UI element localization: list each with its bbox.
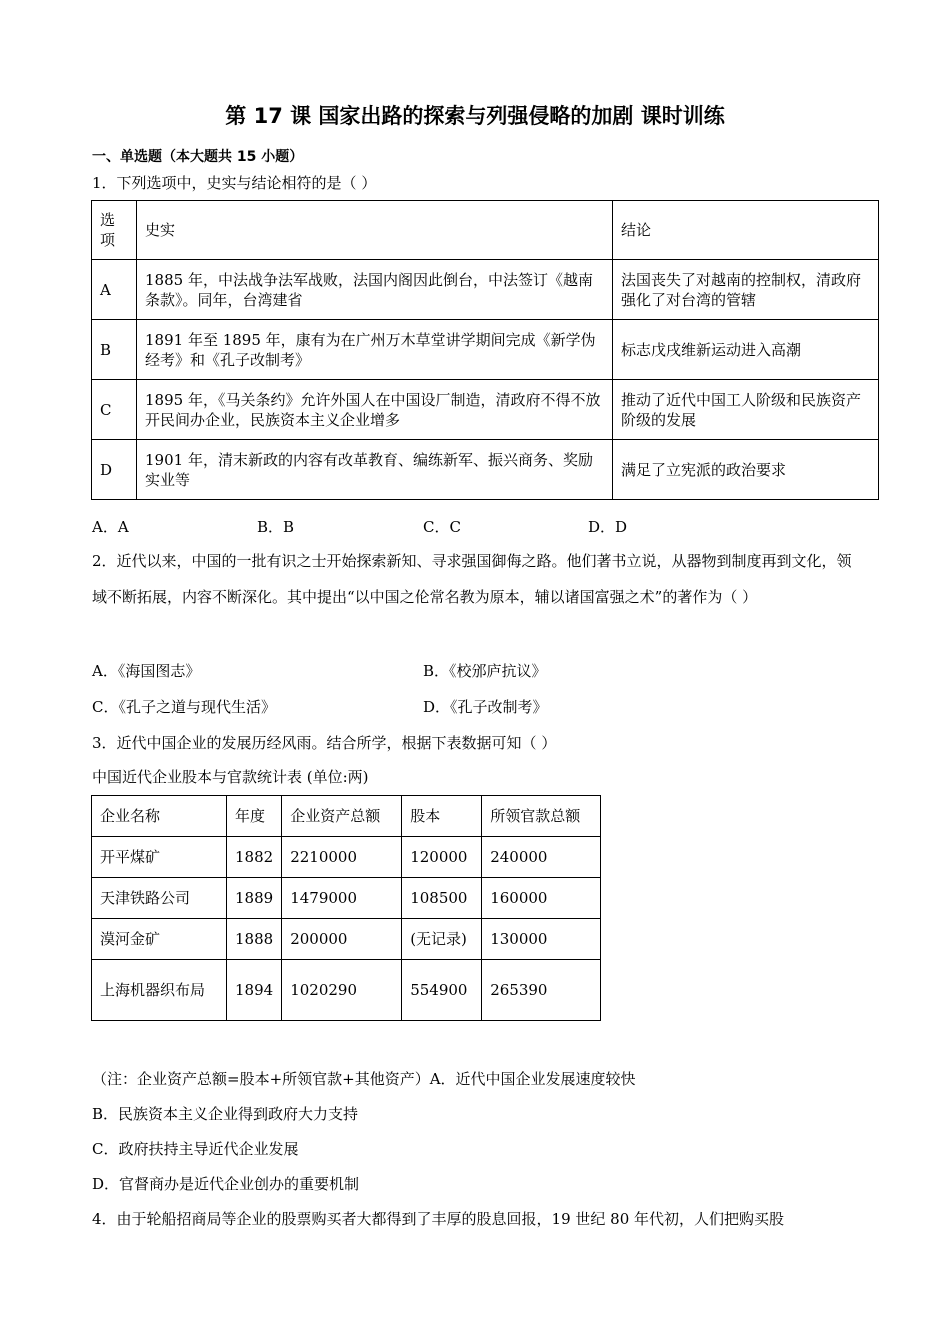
assets-cell: 1479000 bbox=[282, 878, 402, 919]
option-cell: A bbox=[92, 260, 137, 320]
fact-cell: 1891 年至 1895 年，康有为在广州万木草堂讲学期间完成《新学伪经考》和《孔子改制考》 bbox=[137, 320, 613, 380]
year-cell: 1894 bbox=[227, 960, 282, 1021]
table-row bbox=[92, 919, 601, 960]
fact-cell: 1901 年，清末新政的内容有改革教育、编练新军、振兴商务、奖励实业等 bbox=[137, 440, 613, 500]
header-cell-option: 选项 bbox=[92, 201, 137, 260]
funds-cell: 130000 bbox=[482, 919, 601, 960]
year-cell: 1882 bbox=[227, 837, 282, 878]
year-cell: 1888 bbox=[227, 919, 282, 960]
shares-cell: 120000 bbox=[402, 837, 482, 878]
header-cell-assets: 企业资产总额 bbox=[282, 796, 402, 837]
header-cell-shares: 股本 bbox=[402, 796, 482, 837]
table-row bbox=[92, 260, 879, 320]
option-cell: D bbox=[92, 440, 137, 500]
fact-cell: 1895 年，《马关条约》允许外国人在中国设厂制造，清政府不得不放开民间办企业，民族资本主义企业增多 bbox=[137, 380, 613, 440]
header-cell-company: 企业名称 bbox=[92, 796, 227, 837]
question-3-table bbox=[91, 795, 601, 1021]
q2-option-a[interactable]: A．《海国图志》 bbox=[92, 662, 201, 680]
company-cell: 漠河金矿 bbox=[92, 919, 227, 960]
q3-option-c[interactable]: C．政府扶持主导近代企业发展 bbox=[92, 1140, 299, 1158]
question-3-stem: 3．近代中国企业的发展历经风雨。结合所学，根据下表数据可知（ ） bbox=[92, 734, 557, 752]
q1-option-d[interactable]: D．D bbox=[588, 518, 628, 536]
shares-cell: 554900 bbox=[402, 960, 482, 1021]
shares-cell: (无记录) bbox=[402, 919, 482, 960]
funds-cell: 240000 bbox=[482, 837, 601, 878]
question-1-table bbox=[91, 200, 879, 500]
question-1-stem: 1．下列选项中，史实与结论相符的是（ ） bbox=[92, 174, 377, 192]
table-header-row bbox=[92, 796, 601, 837]
option-cell: B bbox=[92, 320, 137, 380]
shares-cell: 108500 bbox=[402, 878, 482, 919]
assets-cell: 1020290 bbox=[282, 960, 402, 1021]
q1-option-a[interactable]: A．A bbox=[92, 518, 129, 536]
page-title: 第 17 课 国家出路的探索与列强侵略的加剧 课时训练 bbox=[225, 104, 725, 128]
fact-cell: 1885 年，中法战争法军战败，法国内阁因此倒台，中法签订《越南条款》。同年，台湾建省 bbox=[137, 260, 613, 320]
table-row bbox=[92, 837, 601, 878]
option-cell: C bbox=[92, 380, 137, 440]
question-4-stem: 4．由于轮船招商局等企业的股票购买者大都得到了丰厚的股息回报，19 世纪 80 年代初，人们把购买股 bbox=[92, 1210, 785, 1228]
header-cell-year: 年度 bbox=[227, 796, 282, 837]
table-row bbox=[92, 960, 601, 1021]
conclusion-cell: 法国丧失了对越南的控制权，清政府强化了对台湾的管辖 bbox=[613, 260, 879, 320]
company-cell: 天津铁路公司 bbox=[92, 878, 227, 919]
funds-cell: 160000 bbox=[482, 878, 601, 919]
header-cell-fact: 史实 bbox=[137, 201, 613, 260]
year-cell: 1889 bbox=[227, 878, 282, 919]
q1-option-b[interactable]: B．B bbox=[257, 518, 295, 536]
conclusion-cell: 标志戊戌维新运动进入高潮 bbox=[613, 320, 879, 380]
q1-option-c[interactable]: C．C bbox=[423, 518, 461, 536]
q2-option-b[interactable]: B．《校邠庐抗议》 bbox=[423, 662, 547, 680]
table-row bbox=[92, 320, 879, 380]
q3-option-b[interactable]: B．民族资本主义企业得到政府大力支持 bbox=[92, 1105, 359, 1123]
assets-cell: 200000 bbox=[282, 919, 402, 960]
conclusion-cell: 推动了近代中国工人阶级和民族资产阶级的发展 bbox=[613, 380, 879, 440]
table-row bbox=[92, 380, 879, 440]
company-cell: 上海机器织布局 bbox=[92, 960, 227, 1021]
conclusion-cell: 满足了立宪派的政治要求 bbox=[613, 440, 879, 500]
table-caption: 中国近代企业股本与官款统计表 (单位:两) bbox=[92, 768, 369, 786]
funds-cell: 265390 bbox=[482, 960, 601, 1021]
question-2-stem: 2．近代以来，中国的一批有识之士开始探索新知、寻求强国御侮之路。他们著书立说，从器物到制度再到文化，领域不断拓展，内容不断深化。其中提出“以中国之伦常名教为原本，辅以诸国富强之术”的著作为（ ） bbox=[92, 552, 852, 606]
company-cell: 开平煤矿 bbox=[92, 837, 227, 878]
section-heading: 一、单选题（本大题共 15 小题） bbox=[92, 149, 304, 165]
assets-cell: 2210000 bbox=[282, 837, 402, 878]
table-row bbox=[92, 878, 601, 919]
table-header-row bbox=[92, 201, 879, 260]
table-row bbox=[92, 440, 879, 500]
header-cell-conclusion: 结论 bbox=[613, 201, 879, 260]
q2-option-c[interactable]: C．《孔子之道与现代生活》 bbox=[92, 698, 276, 716]
header-cell-official-funds: 所领官款总额 bbox=[482, 796, 601, 837]
q3-note-and-option-a[interactable]: （注：企业资产总额=股本+所领官款+其他资产）A．近代中国企业发展速度较快 bbox=[92, 1070, 636, 1088]
q2-option-d[interactable]: D．《孔子改制考》 bbox=[423, 698, 548, 716]
q3-option-d[interactable]: D．官督商办是近代企业创办的重要机制 bbox=[92, 1175, 360, 1193]
